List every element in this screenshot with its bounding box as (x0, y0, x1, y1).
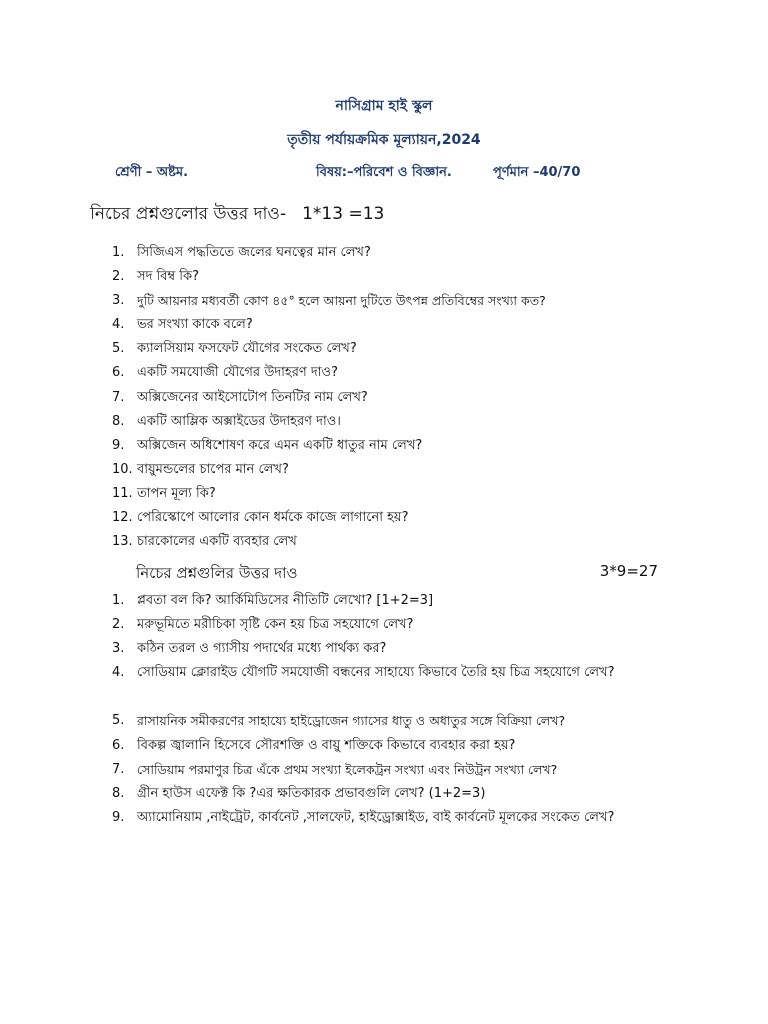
question-item (0, 734, 768, 758)
question-text: ক্যালসিয়াম ফসফেট যৌগের সংকেত লেখ? (137, 341, 357, 357)
question-item (0, 661, 768, 709)
question-text: সদ বিম্ব কি? (137, 269, 200, 285)
question-text: একটি সমযোজী যৌগের উদাহরণ দাও? (137, 365, 338, 381)
question-item (0, 758, 768, 782)
question-number: 4. (112, 665, 125, 681)
question-text: কঠিন তরল ও গ্যাসীয় পদার্থের মধ্যে পার্থক্য কর? (137, 641, 387, 657)
question-text: গ্রীন হাউস এফেক্ট কি ?এর ক্ষতিকারক প্রভাবগুলি লেখ? (1+2=3) (137, 785, 486, 801)
question-number: 7. (112, 761, 125, 777)
question-item (0, 410, 768, 434)
question-number: 13. (112, 534, 133, 550)
section2-heading-text: নিচের প্রশ্নগুলির উত্তর দাও (136, 564, 298, 582)
question-item (0, 265, 768, 289)
question-number: 8. (112, 785, 125, 801)
question-text: অক্সিজেনের আইসোটোপ তিনটির নাম লেখ? (137, 389, 368, 405)
question-item (0, 458, 768, 482)
question-text: পেরিস্কোপে আলোর কোন ধর্মকে কাজে লাগানো হয়? (137, 510, 409, 526)
subject-label: বিষয়:–পরিবেশ ও বিজ্ঞান. (316, 165, 452, 180)
question-text: বিকল্প জ্বালানি হিসেবে সৌরশক্তি ও বায়ু শক্তিকে কিভাবে ব্যবহার করা হয়? (137, 737, 516, 753)
question-item (0, 782, 768, 806)
question-number: 2. (112, 617, 125, 633)
question-item (0, 386, 768, 410)
question-text: প্লবতা বল কি? আর্কিমিডিসের নীতিটি লেখো? [1+2=3] (137, 593, 434, 608)
question-text: সোডিয়াম পরমাণুর চিত্র এঁকে প্রথম সংখ্যা ইলেকট্রন সংখ্যা এবং নিউট্রন সংখ্যা লেখ? (137, 761, 558, 777)
section1-question-list (0, 241, 768, 554)
question-number: 7. (112, 389, 125, 405)
question-number: 6. (112, 737, 125, 753)
question-text: বায়ুমন্ডলের চাপের মান লেখ? (137, 461, 289, 477)
question-number: 1. (112, 593, 125, 608)
question-item (0, 361, 768, 385)
question-number: 2. (112, 269, 125, 285)
question-text: দুটি আয়নার মধ্যবর্তী কোণ ৪৫° হলে আয়না দুটিতে উৎপন্ন প্রতিবিম্বের সংখ্যা কত? (137, 293, 546, 309)
question-number: 1. (112, 245, 125, 260)
question-text: মরুভূমিতে মরীচিকা সৃষ্টি কেন হয় চিত্র সহযোগে লেখ? (137, 617, 414, 633)
question-number: 6. (112, 365, 125, 381)
question-number: 10. (112, 461, 133, 477)
question-item (0, 530, 768, 554)
question-text: সিজিএস পদ্ধতিতে জলের ঘনত্বের মান লেখ? (137, 245, 371, 260)
question-text: অক্সিজেন অধিশোষণ করে এমন একটি ধাতুর নাম লেখ? (137, 437, 423, 453)
question-number: 11. (112, 485, 133, 501)
question-text: তাপন মূল্য কি? (137, 485, 216, 501)
question-text: একটি আম্লিক অক্সাইডের উদাহরণ দাও। (137, 413, 341, 429)
question-item (0, 313, 768, 337)
question-item (0, 709, 768, 733)
question-text: সোডিয়াম ক্লোরাইড যৌগটি সমযোজী বন্ধনের সাহায্যে কিভাবে তৈরি হয় চিত্র সহযোগে লেখ? (137, 665, 615, 681)
question-item (0, 337, 768, 361)
question-text: রাসায়নিক সমীকরণের সাহায্যে হাইড্রোজেন গ্যাসের ধাতু ও অধাতুর সঙ্গে বিক্রিয়া লেখ? (137, 713, 566, 729)
question-number: 3. (112, 293, 125, 309)
section2-marks: 3*9=27 (599, 562, 658, 580)
question-number: 9. (112, 437, 125, 453)
section2-question-list (0, 589, 768, 854)
question-text: ভর সংখ্যা কাকে বলে? (137, 317, 253, 333)
question-item (0, 589, 768, 613)
question-number: 8. (112, 413, 125, 429)
question-number: 9. (112, 809, 125, 825)
section1-marks: 1*13 =13 (302, 204, 385, 224)
question-item (0, 289, 768, 313)
question-item (0, 241, 768, 265)
question-item (0, 613, 768, 637)
school-name: নাসিগ্রাম হাই স্কুল (335, 98, 433, 114)
question-number: 5. (112, 341, 125, 357)
section1-heading-text: নিচের প্রশ্নগুলোর উত্তর দাও- (90, 204, 287, 224)
question-number: 5. (112, 713, 125, 729)
full-marks-label: পূর্ণমান –40/70 (493, 165, 581, 180)
question-text: চারকোলের একটি ব্যবহার লেখ (137, 534, 297, 550)
question-number: 3. (112, 641, 125, 657)
question-item (0, 434, 768, 458)
question-item (0, 806, 768, 854)
question-text: অ্যামোনিয়াম ,নাইট্রেট, কার্বনেট ,সালফেট, হাইড্রোক্সাইড, বাই কার্বনেট মূলকের সংকেত লেখ? (137, 809, 615, 825)
class-label: শ্রেণী – অষ্টম. (115, 165, 189, 180)
question-item (0, 506, 768, 530)
exam-title: তৃতীয় পর্যায়ক্রমিক মূল্যায়ন,2024 (287, 132, 481, 148)
question-item (0, 637, 768, 661)
section2-heading (136, 562, 658, 587)
question-number: 12. (112, 510, 133, 526)
question-number: 4. (112, 317, 125, 333)
question-item (0, 482, 768, 506)
section1-heading (90, 201, 384, 229)
